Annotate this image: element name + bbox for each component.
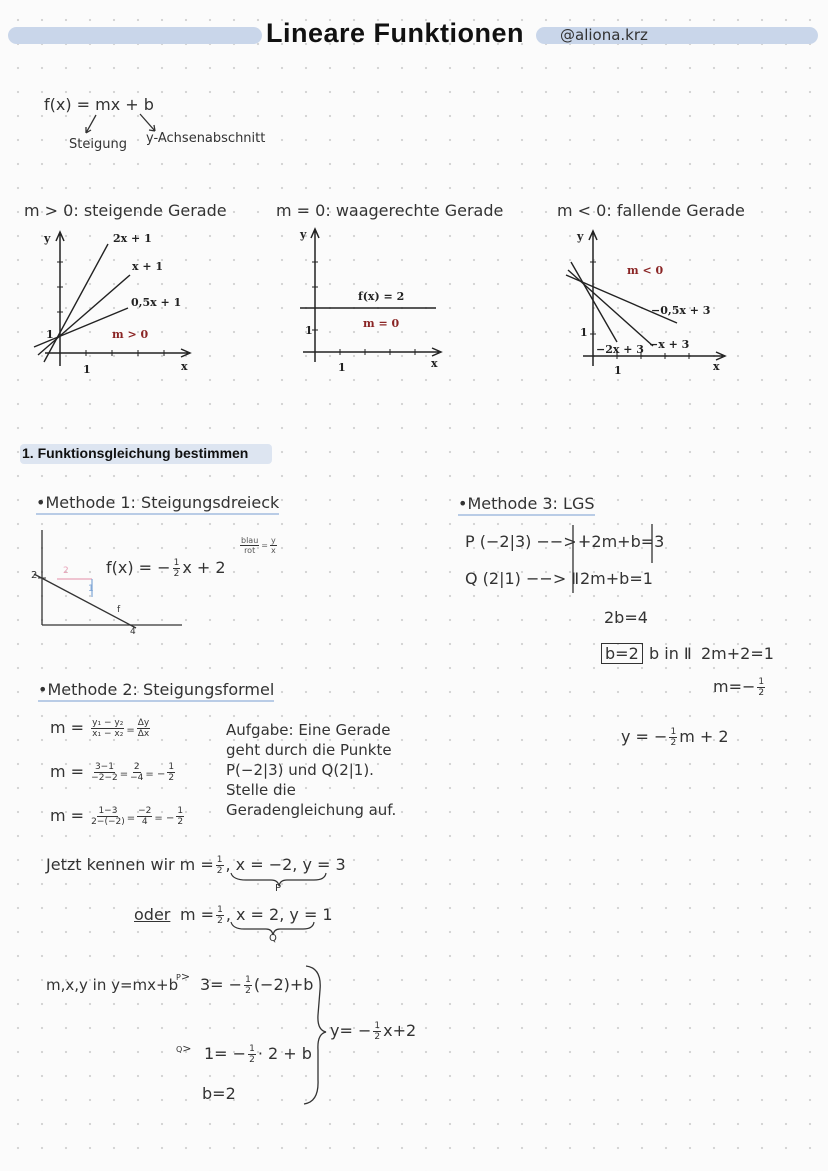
eq-q-suffix: · 2 + b [257,1044,312,1063]
intercept-label: y-Achsenabschnitt [146,131,266,146]
section1-title: 1. Funktionsgleichung bestimmen [22,445,249,461]
graph1-note: m > 0 [112,328,149,341]
eq-p-den: 2 [245,986,251,996]
general-formula: f(x) = mx + b [44,95,154,114]
l2-eq1: = [119,769,129,780]
graph2-heading: m = 0: waagerechte Gerade [276,201,504,220]
graph3-tick-x: 1 [614,364,622,377]
known2-num: 1 [217,905,223,915]
triangle-rise-label: 1 [88,584,94,594]
ratio-num: blau [241,536,259,545]
method1-point-label: f [117,605,121,615]
eq-p-num: 1 [245,975,251,985]
slope-label: Steigung [69,137,127,152]
ratio-eq: = [261,541,268,550]
final-den: 2 [374,1032,381,1042]
final-suffix: x+2 [383,1021,417,1040]
final-prefix: y= − [330,1021,372,1040]
known1-prefix: Jetzt kennen wir m = [46,855,214,874]
eq-q-den: 2 [249,1055,255,1065]
arrow-q-glyph: > [182,1042,192,1055]
graph2-tick-y: 1 [305,324,313,337]
page-title: Lineare Funktionen [266,18,525,48]
graph1-line-label-x: x + 1 [132,260,164,273]
lgs-final-den: 2 [670,738,677,748]
lgs-eq2: 2m+b=1 [580,569,653,588]
method1-function-num: 1 [173,558,180,568]
method3-title: •Methode 3: LGS [458,494,595,516]
graph2-axis-y: y [300,228,307,241]
graph2-note: m = 0 [363,317,400,330]
l3-n2: −2 [138,806,152,816]
graph3-line-label-x: −x + 3 [649,338,690,351]
ratio-y: y [270,536,276,545]
lgs-eq-sub: 2m+2=1 [701,644,774,663]
l2-n3: 1 [168,762,175,772]
final-num: 1 [374,1021,381,1031]
task-line-1: Aufgabe: Eine Gerade [226,721,391,739]
known2-vals: , x = 2, y = 1 [225,905,333,924]
final-equation [330,1021,416,1042]
b-result: b=2 [202,1084,236,1103]
triangle-run-label: 2 [63,566,69,576]
l3-num: 1−3 [98,806,118,816]
lgs-sum: 2b=4 [604,608,648,627]
graph1-axis-x: x [181,360,188,373]
graph1-line-label-2x: 2x + 1 [113,232,152,245]
eq-q-num: 1 [249,1044,255,1054]
known2-prefix: m = [180,905,215,924]
l2-eq2: = − [145,769,166,780]
known1-vals: , x = −2, y = 3 [225,855,346,874]
lgs-m-prefix: m=− [713,677,756,696]
ratio-x: x [270,546,276,555]
l2-num: 3−1 [94,762,114,772]
graph2-axis-x: x [431,357,438,370]
m-eq-3: m = [50,806,85,825]
known1-den: 2 [216,866,223,876]
arrow-q-label: Q [176,1045,183,1054]
eq-p-prefix: 3= − [200,975,243,994]
delta-x: Δx [137,729,150,739]
author-handle: @aliona.krz [560,26,648,44]
m-eq: m = [50,718,85,737]
brace-q-label: Q [269,933,277,944]
eq-p-suffix: (−2)+b [253,975,314,994]
brace-p-label: P [275,883,282,894]
method2-title: •Methode 2: Steigungsformel [38,680,274,702]
l2-d3: 2 [168,773,175,783]
method1-title: •Methode 1: Steigungsdreieck [36,493,279,515]
graph1-heading: m > 0: steigende Gerade [24,201,227,220]
oder-label: oder [134,905,171,924]
lgs-final-prefix: y = − [621,727,668,746]
graph3-note: m < 0 [627,264,664,277]
l2-n2: 2 [133,762,140,772]
l3-d3: 2 [177,817,184,827]
l3-den: 2−(−2) [91,817,125,827]
lgs-b-in: b in Ⅱ [649,644,692,663]
method3-q-row: Q (2|1) −−> Ⅱ [465,569,580,588]
graph3-axis-y: y [577,230,584,243]
l3-eq1: = [126,813,136,824]
method1-graph-y: 2 [31,570,38,581]
lgs-m-num: 1 [758,677,765,687]
l2-den: −2−2 [91,773,118,783]
arrow-p-glyph: > [180,970,191,983]
graph1-line-label-05x: 0,5x + 1 [131,296,182,309]
delta-y: Δy [137,718,150,728]
general-num: y₁ − y₂ [92,718,124,728]
method1-function-prefix: f(x) = − [106,558,171,577]
graph1-tick-y: 1 [46,328,54,341]
method1-function-suffix: x + 2 [182,558,226,577]
lgs-eq1: −2m+b=3 [578,532,665,551]
graph2-line-label: f(x) = 2 [358,290,405,303]
method3-p-row: P (−2|3) −−> Ⅰ [465,532,587,551]
known2-den: 2 [217,916,223,926]
task-line-4: Stelle die [226,781,296,799]
l3-eq2: = − [154,813,175,824]
l3-d2: 4 [141,817,148,827]
task-line-2: geht durch die Punkte [226,741,392,759]
graph1-tick-x: 1 [83,363,91,376]
task-line-3: P(−2|3) und Q(2|1). [226,761,374,779]
graph3-line-label-2x: −2x + 3 [596,343,644,356]
lgs-b-boxed: b=2 [601,643,643,664]
eq-q-prefix: 1= − [204,1044,247,1063]
graph3-line-label-05x: −0,5x + 3 [651,304,711,317]
lgs-m-den: 2 [758,688,765,698]
method1-graph-x: 4 [130,627,136,637]
graph3-tick-y: 1 [580,326,588,339]
task-line-5: Geradengleichung auf. [226,801,397,819]
m-eq-2: m = [50,762,85,781]
graph2-tick-x: 1 [338,361,346,374]
ratio-den: rot [244,546,256,555]
arrow-p-label: P [176,973,181,982]
graph1-axis-y: y [44,232,51,245]
graph3-axis-x: x [713,360,720,373]
method1-function-den: 2 [173,569,180,579]
known1-num: 1 [216,855,223,865]
lgs-final-suffix: m + 2 [679,727,729,746]
graph3-heading: m < 0: fallende Gerade [557,201,745,220]
insert-label: m,x,y in y=mx+b [46,976,179,994]
l2-d2: −4 [130,773,144,783]
general-den: x₁ − x₂ [92,729,124,739]
l3-n3: 1 [177,806,184,816]
lgs-final-num: 1 [670,727,677,737]
general-eq: = [126,725,135,736]
